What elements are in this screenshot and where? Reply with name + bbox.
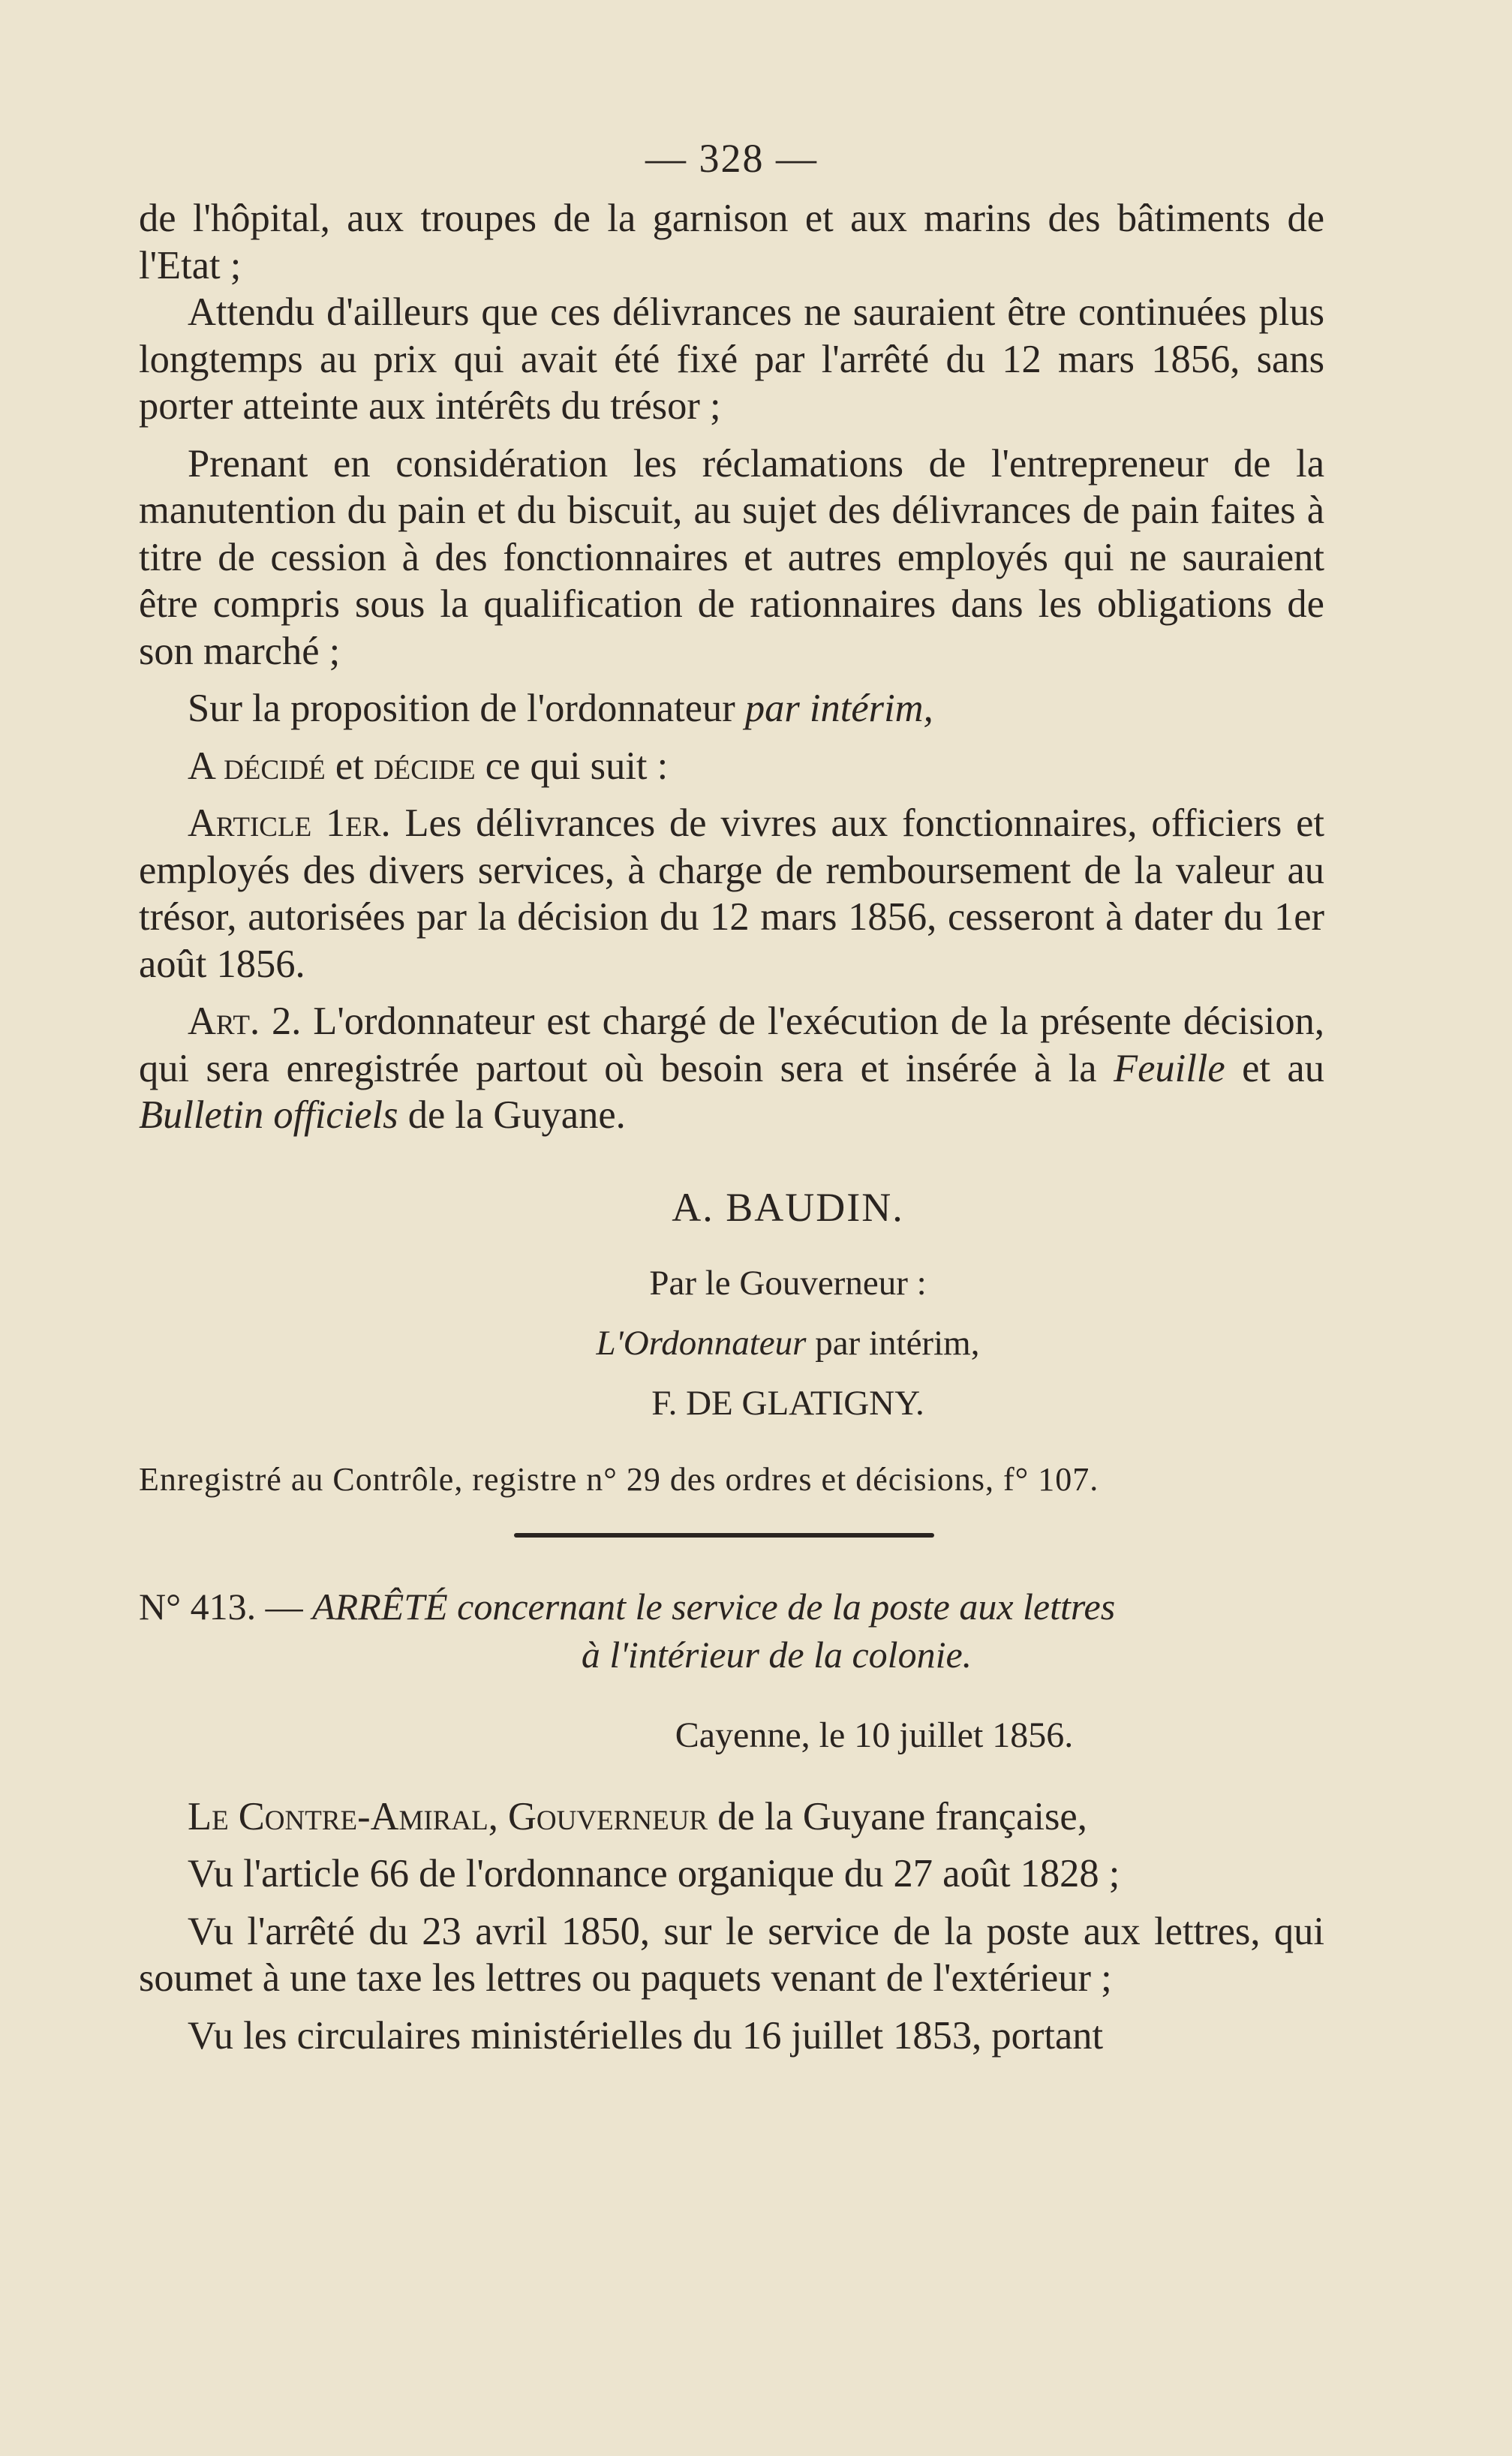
article-1 (139, 800, 1324, 988)
article-2-text-2: et au (1242, 1046, 1324, 1090)
paragraph-decide (139, 743, 1324, 790)
article-1-label: Article 1er. (188, 801, 391, 845)
guyane-francaise-text: de la Guyane française, (717, 1794, 1087, 1838)
proposition-text: Sur la proposition de l'ordonnateur (188, 687, 735, 730)
contre-amiral-text: Le Contre-Amiral, Gouverneur (188, 1794, 708, 1838)
decide-et: et (335, 744, 364, 788)
ordonnateur-line (139, 1313, 1324, 1373)
paragraph-prenant: Prenant en considération les réclamations de l'entrepreneur de la manutention du pain et du biscuit, au sujet des délivrances de pain faites à titre de cession à des fonctionnaires et autres employés qui ne sauraient être compris sous la qualification de rationnaires dans les obligations de son marché ; (139, 441, 1324, 673)
ordonnateur-italic: L'Ordonnateur (596, 1323, 807, 1363)
decide-text: décide (373, 744, 476, 788)
bulletin-italic: Bulletin officiels (139, 1093, 398, 1137)
arrete-number: N° 413. — (139, 1585, 303, 1628)
ordonnateur-rest: par intérim, (815, 1323, 980, 1363)
signatory-glatigny: F. DE GLATIGNY. (651, 1383, 924, 1423)
section-divider (514, 1533, 934, 1538)
vu-article-66: Vu l'article 66 de l'ordonnance organique du 27 août 1828 ; (188, 1852, 1120, 1895)
article-2 (139, 998, 1324, 1139)
paragraph-proposition (139, 685, 1324, 732)
registration-note: Enregistré au Contrôle, registre n° 29 des ordres et décisions, f° 107. (139, 1460, 1099, 1498)
page-number: — 328 — (645, 136, 818, 181)
par-le-gouverneur: Par le Gouverneur : (649, 1263, 927, 1303)
arrete-title-line2: à l'intérieur de la colonie. (581, 1633, 972, 1676)
ce-qui-suit: ce qui suit : (485, 744, 669, 788)
article-2-text-1: L'ordonnateur est chargé de l'exécution de la présente décision, qui sera enregistrée partout où besoin sera et insérée à la (139, 1000, 1324, 1090)
vu-circulaires: Vu les circulaires ministérielles du 16 juillet 1853, portant (188, 2013, 1104, 2058)
article-2-text-3: de la Guyane. (407, 1093, 626, 1137)
vu-arrete-1850: Vu l'arrêté du 23 avril 1850, sur le service de la poste aux lettres, qui soumet à une taxe les lettres ou paquets venant de l'extérieur ; (139, 1909, 1324, 2000)
arrete-title-line1: ARRÊTÉ concernant le service de la poste aux lettres (312, 1585, 1116, 1628)
article-2-label: Art. 2. (188, 1000, 302, 1043)
paragraph-hopital: de l'hôpital, aux troupes de la garnison et aux marins des bâtiments de l'Etat ; (139, 197, 1324, 287)
signatory-baudin: A. BAUDIN. (672, 1184, 904, 1230)
par-interim-italic: par intérim, (744, 687, 933, 730)
paragraph-attendu: Attendu d'ailleurs que ces délivrances ne sauraient être continuées plus longtemps au prix qui avait été fixé par l'arrêté du 12 mars 1856, sans porter atteinte aux intérêts du trésor ; (139, 290, 1324, 428)
feuille-italic: Feuille (1114, 1046, 1225, 1090)
arrete-dateline: Cayenne, le 10 juillet 1856. (675, 1715, 1074, 1755)
article-1-text: Les délivrances de vivres aux fonctionnaires, officiers et employés des divers services, à charge de remboursement de la valeur au trésor, autorisées par la décision du 12 mars 1856, cesseront à dater du 1er août 1856. (139, 801, 1324, 986)
document-page (139, 135, 1324, 2059)
arrete-intro (139, 1793, 1324, 1841)
a-decide-text: A décidé (188, 744, 326, 788)
arrete-heading (139, 1583, 1324, 1679)
